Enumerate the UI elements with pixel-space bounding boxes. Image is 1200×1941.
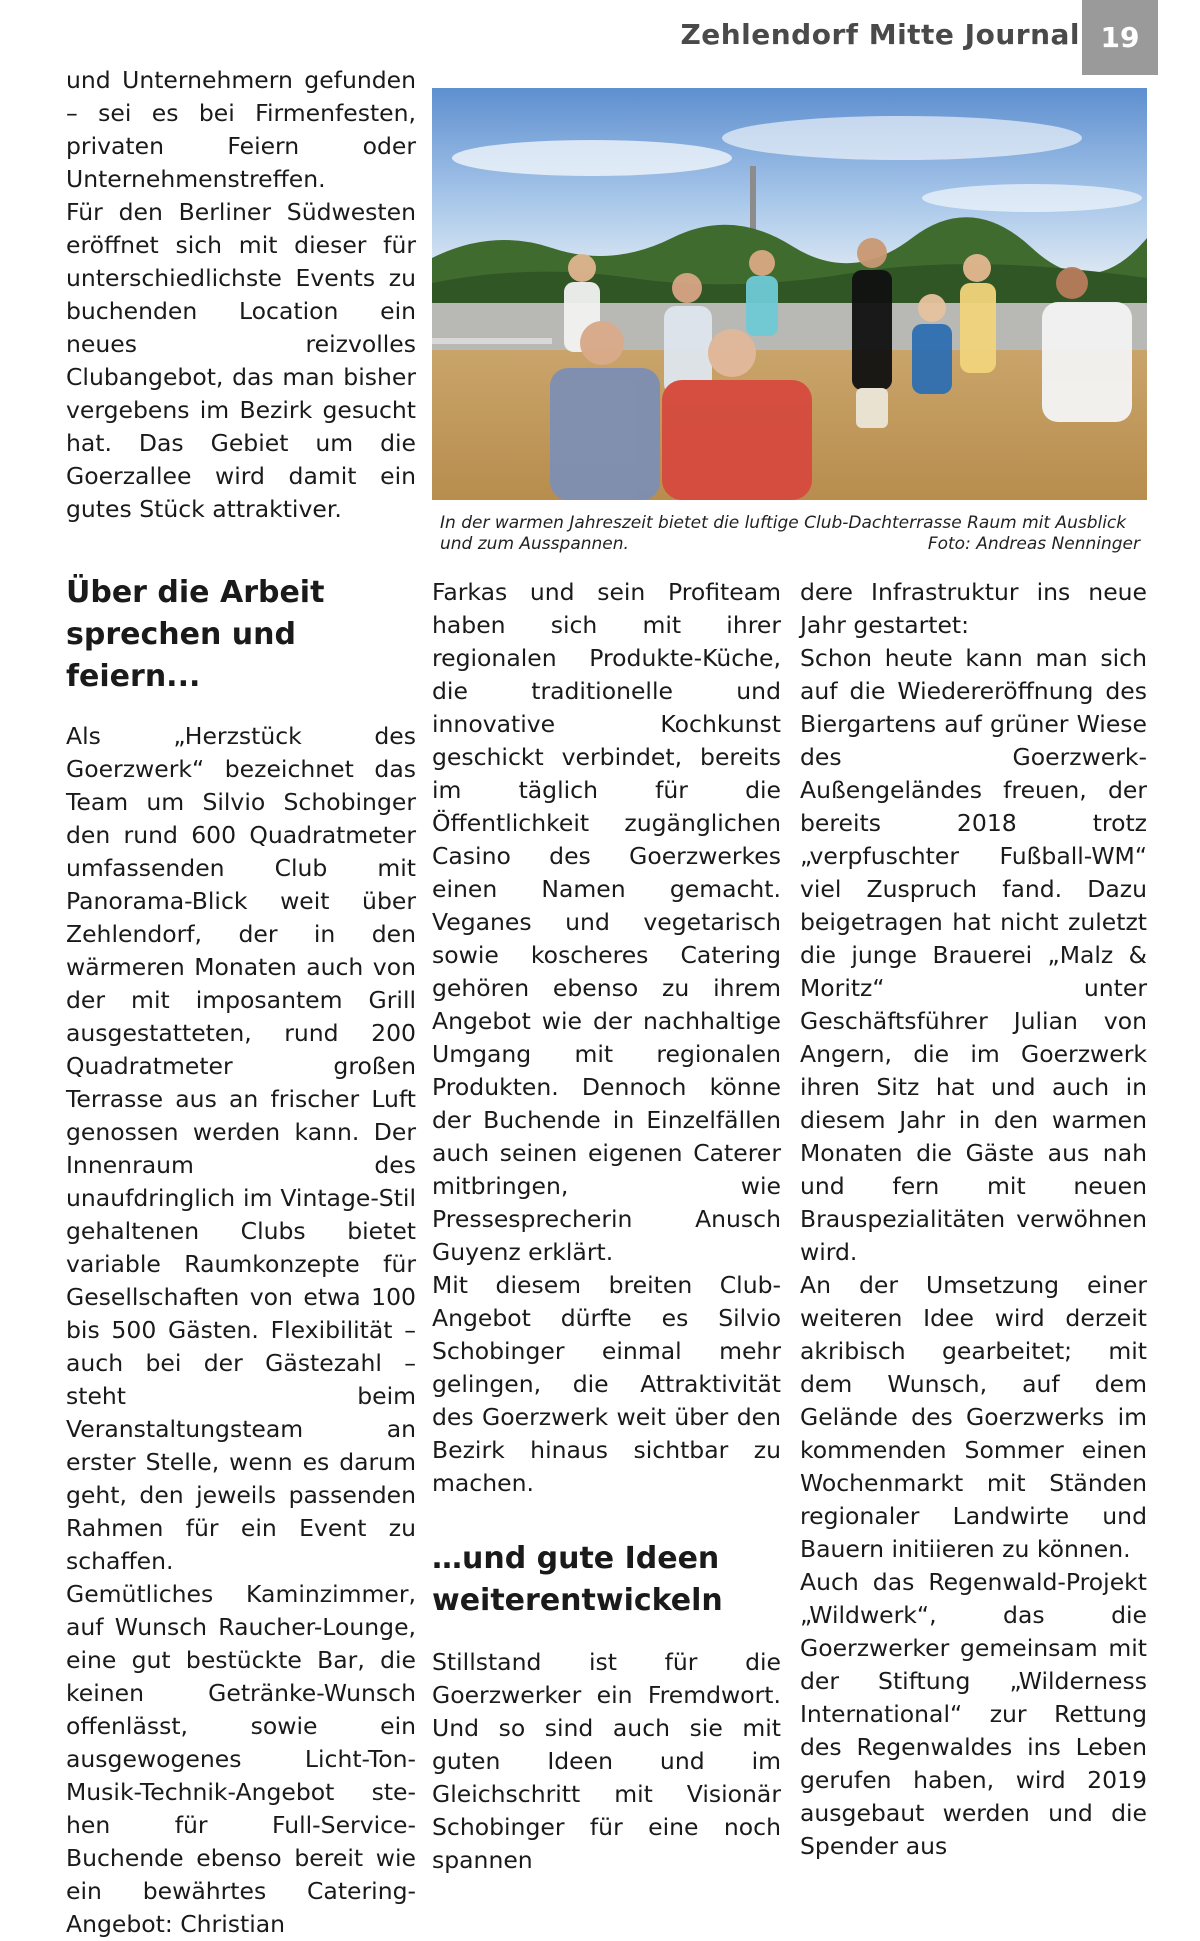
section-heading: Über die Arbeit sprechen und feiern... (66, 575, 325, 694)
paragraph: Mit diesem breiten Club-Angebot dürfte es Silvio Schobinger einmal mehr gelingen, die Attraktivität des Goerzwerk weit über den Bezirk hinaus sichtbar zu machen. (432, 1271, 781, 1497)
paragraph: Gemütliches Kaminzimmer, auf Wunsch Raucher-Lounge, eine gut bestückte Bar, die keinen Getränke-Wunsch offenlässt, sowie ein ausgewogenes Licht-Ton-Musik-Technik-Angebot stehen für Full-Service-Buchende ebenso bereit wie ein bewährtes Catering-Angebot: Christian (66, 1580, 416, 1938)
paragraph: und Unternehmern gefunden – sei es bei Firmenfesten, privaten Feiern oder Unternehmenstreffen. (66, 66, 416, 193)
page-number: 19 (1082, 0, 1158, 75)
journal-title: Zehlendorf Mitte Journal (680, 18, 1080, 51)
photo-credit: Foto: Andreas Nenninger (927, 534, 1140, 554)
paragraph: Auch das Regenwald-Projekt „Wildwerk“, das die Goerzwerker gemeinsam mit der Stiftung „Wilderness International“ zur Rettung des Regenwaldes ins Leben gerufen haben, wird 2019 ausgebaut werden und die Spender aus (800, 1568, 1147, 1860)
article-column-3 (800, 576, 1147, 1863)
paragraph: Für den Berliner Südwesten eröffnet sich mit dieser für unterschiedlichste Events zu buchenden Location ein neues reizvolles Clubangebot, das man bisher vergebens im Bezirk gesucht hat. Das Gebiet um die Goerzallee wird damit ein gutes Stück attraktiver. (66, 198, 416, 523)
article-column-1 (66, 64, 416, 1941)
photo-illustration (432, 88, 1147, 500)
paragraph: dere Infrastruktur ins neue Jahr gestartet: (800, 578, 1147, 639)
paragraph: Als „Herzstück des Goerzwerk“ bezeichnet das Team um Silvio Schobinger den rund 600 Quadratmeter umfassenden Club mit Panorama-Blick weit über Zehlendorf, der in den wärmeren Monaten auch von der mit imposantem Grill ausgestatteten, rund 200 Quadratmeter großen Terrasse aus an frischer Luft genossen werden kann. Der Innenraum des unaufdringlich im Vintage-Stil gehaltenen Clubs bietet variable Raumkonzepte für Gesellschaften von etwa 100 bis 500 Gästen. Flexibilität – auch bei der Gästezahl – steht beim Veranstaltungsteam an erster Stelle, wenn es darum geht, den jeweils passenden Rahmen für ein Event zu schaffen. (66, 722, 416, 1575)
article-column-2 (432, 576, 781, 1877)
paragraph: Stillstand ist für die Goerzwerker ein Fremdwort. Und so sind auch sie mit guten Ideen und im Gleichschritt mit Visionär Schobinger für eine noch spannen (432, 1648, 781, 1874)
paragraph: An der Umsetzung einer weiteren Idee wird derzeit akribisch gearbeitet; mit dem Wunsch, auf dem Gelände des Goerzwerks im kommenden Sommer einen Wochenmarkt mit Ständen regionaler Landwirte und Bauern initiieren zu können. (800, 1271, 1147, 1563)
paragraph: Schon heute kann man sich auf die Wiedereröffnung des Biergartens auf grüner Wiese des Goerzwerk-Außengeländes freuen, der bereits 2018 trotz „verpfuschter Fußball-WM“ viel Zuspruch fand. Dazu beigetragen hat nicht zuletzt die junge Brauerei „Malz & Moritz“ unter Geschäftsführer Julian von Angern, die im Goerzwerk ihren Sitz hat und auch in diesem Jahr in den warmen Monaten die Gäste aus nah und fern mit neuen Brauspezialitäten verwöhnen wird. (800, 644, 1147, 1266)
caption-text: In der warmen Jahreszeit bietet die luftige Club-Dachterrasse Raum mit Ausblick und zum Ausspannen. (440, 513, 1127, 554)
photo-caption (440, 513, 1140, 555)
paragraph: Farkas und sein Profiteam haben sich mit ihrer regionalen Produkte-Küche, die traditionelle und innovative Kochkunst geschickt verbindet, bereits im täglich für die Öffentlichkeit zugänglichen Casino des Goerzwerkes einen Namen gemacht. Veganes und vegetarisch sowie koscheres Catering gehören ebenso zu ihrem Angebot wie der nachhaltige Umgang mit regionalen Produkten. Dennoch könne der Buchende in Einzelfällen auch seinen eigenen Caterer mitbringen, wie Pressesprecherin Anusch Guyenz erklärt. (432, 578, 781, 1266)
section-heading: …und gute Ideen weiterentwickeln (432, 1541, 723, 1618)
rooftop-terrace-photo (432, 88, 1147, 500)
